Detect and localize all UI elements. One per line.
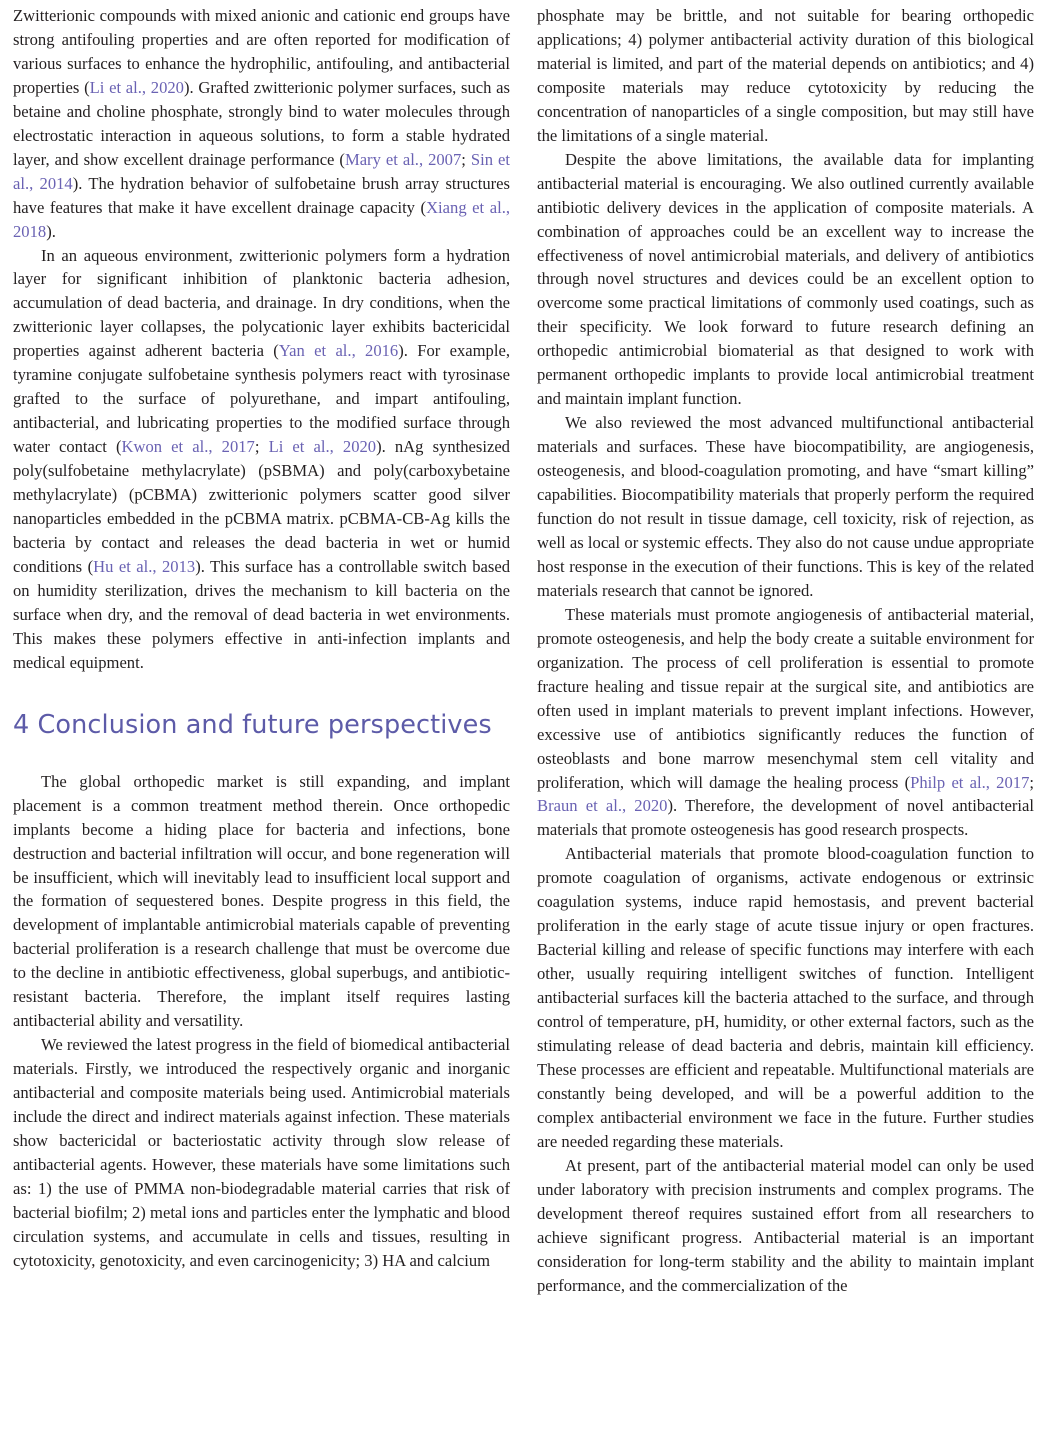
paragraph-orthopedic-market: [13, 770, 510, 1033]
body-text: ). This surface has a controllable switch based on humidity sterilization, drives the mechanism to kill bacteria on the surface when dry, and the removal of dead bacteria in wet environments. This makes these polymers effective in anti-infection implants and medical equipment.: [13, 556, 510, 672]
paragraph-phosphate-brittle: [537, 4, 1034, 148]
body-text: Despite the above limitations, the available data for implanting antibacterial material is encouraging. We also outlined currently available antibiotic delivery devices in the application of composite materials. A combination of approaches could be an excellent way to increase the effectiveness of novel antimicrobial materials, and delivery of antibiotics through novel structures and devices could be an excellent option to overcome some practical limitations of commonly used coatings, such as their specificity. We look forward to future research defining an orthopedic antimicrobial biomaterial as that designed to work with permanent orthopedic implants to provide local antimicrobial treatment and maintain implant function.: [537, 149, 1034, 409]
citation-link[interactable]: Braun et al., 2020: [537, 796, 668, 816]
citation-link[interactable]: Li et al., 2020: [268, 437, 377, 457]
body-text: The global orthopedic market is still expanding, and implant placement is a common treatment method therein. Once orthopedic implants become a hiding place for bacteria and infections, bone destruction and bacterial infiltration will occur, and bone regeneration will be insufficient, which will inevitably lead to insufficient local support and the formation of sequestered bones. Despite progress in this field, the development of implantable antimicrobial materials capable of preventing bacterial proliferation is a research challenge that must be overcome due to the decline in antibiotic effectiveness, global superbugs, and antibiotic-resistant bacteria. Therefore, the implant itself requires lasting antibacterial ability and versatility.: [13, 771, 510, 1031]
body-text: ). nAg synthesized poly(sulfobetaine methylacrylate) (pSBMA) and poly(carboxybetaine methylacrylate) (pCBMA) zwitterionic polymers scatter good silver nanoparticles embedded in the pCBMA matrix. pCBMA-CB-Ag kills the bacteria by contact and releases the dead bacteria in wet or humid conditions (: [13, 437, 510, 576]
body-text: phosphate may be brittle, and not suitable for bearing orthopedic applications; 4) polymer antibacterial activity duration of this biological material is limited, and part of the material depends on antibiotics; and 4) composite materials may reduce cytotoxicity by reducing the concentration of nanoparticles of a single composition, but may still have the limitations of a single material.: [537, 6, 1034, 145]
citation-link[interactable]: Xiang et al., 2018: [13, 197, 510, 241]
body-text: These materials must promote angiogenesis of antibacterial material, promote osteogenesis, and help the body create a suitable environment for organization. The process of cell proliferation is essential to promote fracture healing and tissue repair at the surgical site, and antibiotics are often used in implant materials to prevent implant infections. However, excessive use of antibiotics significantly reduces the function of osteoblasts and bone marrow mesenchymal stem cell vitality and proliferation, which will damage the healing process (: [537, 604, 1034, 792]
paragraph-at-present: [537, 1154, 1034, 1298]
citation-link[interactable]: Sin et al., 2014: [13, 149, 510, 193]
body-text: Antibacterial materials that promote blood-coagulation function to promote coagulation of organisms, activate endogenous or extrinsic coagulation systems, induce rapid hemostasis, and prevent bacterial proliferation in the early stage of acute tissue injury or open fractures. Bacterial killing and release of specific functions may interfere with each other, usually requiring intelligent switches of function. Intelligent antibacterial surfaces kill the bacteria attached to the surface, and through control of temperature, pH, humidity, or other external factors, such as the stimulating release of dead bacteria and debris, maintain kill efficiency. These processes are efficient and repeatable. Multifunctional materials are constantly being developed, and will be a powerful addition to the complex antibacterial environment we face in the future. Further studies are needed regarding these materials.: [537, 844, 1034, 1151]
body-text: In an aqueous environment, zwitterionic polymers form a hydration layer for significant inhibition of planktonic bacteria adhesion, accumulation of dead bacteria, and drainage. In dry conditions, when the zwitterionic layer collapses, the polycationic layer exhibits bactericidal properties against adherent bacteria (: [13, 245, 510, 361]
right-column: [537, 4, 1034, 1297]
body-text: We reviewed the latest progress in the field of biomedical antibacterial materials. Firstly, we introduced the respectively organic and inorganic antibacterial and composite materials being used. Antimicrobial materials include the direct and indirect materials against infection. These materials show bactericidal or bacteriostatic activity through slow release of antibacterial agents. However, these materials have some limitations such as: 1) the use of PMMA non-biodegradable material carries that risk of bacterial biofilm; 2) metal ions and particles enter the lymphatic and blood circulation systems, and accumulate in cells and tissues, resulting in cytotoxicity, genotoxicity, and even carcinogenicity; 3) HA and calcium: [13, 1035, 510, 1270]
citation-link[interactable]: Philp et al., 2017: [910, 772, 1030, 792]
body-text: ). Therefore, the development of novel antibacterial materials that promote osteogenesis has good research prospects.: [537, 796, 1035, 840]
body-text: We also reviewed the most advanced multifunctional antibacterial materials and surfaces. These have biocompatibility, are angiogenesis, osteogenesis, and blood-coagulation promoting, and have “smart killing” capabilities. Biocompatibility materials that properly perform the required function do not result in tissue damage, cell toxicity, risk of rejection, as well as local or systemic effects. They also do not cause undue appropriate host response in the execution of their functions. This is key of the related materials research that cannot be ignored.: [537, 413, 1034, 600]
body-text: ;: [254, 437, 269, 457]
paragraph-reviewed-progress: [13, 1033, 510, 1273]
body-text: ;: [461, 149, 471, 169]
body-text: ). For example, tyramine conjugate sulfobetaine synthesis polymers react with tyrosinase grafted to the surface of polyurethane, and impart antifouling, antibacterial, and lubricating properties to the modified surface through water contact (: [13, 341, 510, 457]
citation-link[interactable]: Hu et al., 2013: [93, 556, 196, 576]
citation-link[interactable]: Li et al., 2020: [89, 77, 184, 97]
paragraph-multifunctional-review: [537, 411, 1034, 603]
section-heading: 4 Conclusion and future perspectives: [13, 709, 492, 740]
citation-link[interactable]: Kwon et al., 2017: [121, 437, 255, 457]
paragraph-blood-coagulation: [537, 842, 1034, 1153]
body-text: ).: [46, 221, 56, 241]
citation-link[interactable]: Mary et al., 2007: [344, 149, 462, 169]
paragraph-zwitterionic-compounds: [13, 4, 510, 244]
body-text: At present, part of the antibacterial material model can only be used under laboratory with precision instruments and complex programs. The development thereof requires sustained effort from all researchers to achieve significant progress. Antibacterial material is an important consideration for long-term stability and the ability to maintain implant performance, and the commercialization of the: [537, 1155, 1034, 1295]
paragraph-despite-limitations: [537, 148, 1034, 411]
body-text: Zwitterionic compounds with mixed anionic and cationic end groups have strong antifouling properties and are often reported for modification of various surfaces to enhance the hydrophilic, antifouling, and antibacterial properties (: [13, 6, 510, 97]
body-text: ). Grafted zwitterionic polymer surfaces, such as betaine and choline phosphate, strongly bind to water molecules through electrostatic interaction in aqueous solutions, to form a stable hydrated layer, and show excellent drainage performance (: [13, 77, 510, 169]
paragraph-angiogenesis: [537, 603, 1034, 843]
citation-link[interactable]: Yan et al., 2016: [278, 341, 399, 361]
body-text: ). The hydration behavior of sulfobetaine brush array structures have features that make it have excellent drainage capacity (: [13, 173, 510, 217]
body-text: ;: [1029, 772, 1034, 792]
left-column: [13, 4, 510, 1273]
paragraph-aqueous-environment: [13, 244, 510, 675]
